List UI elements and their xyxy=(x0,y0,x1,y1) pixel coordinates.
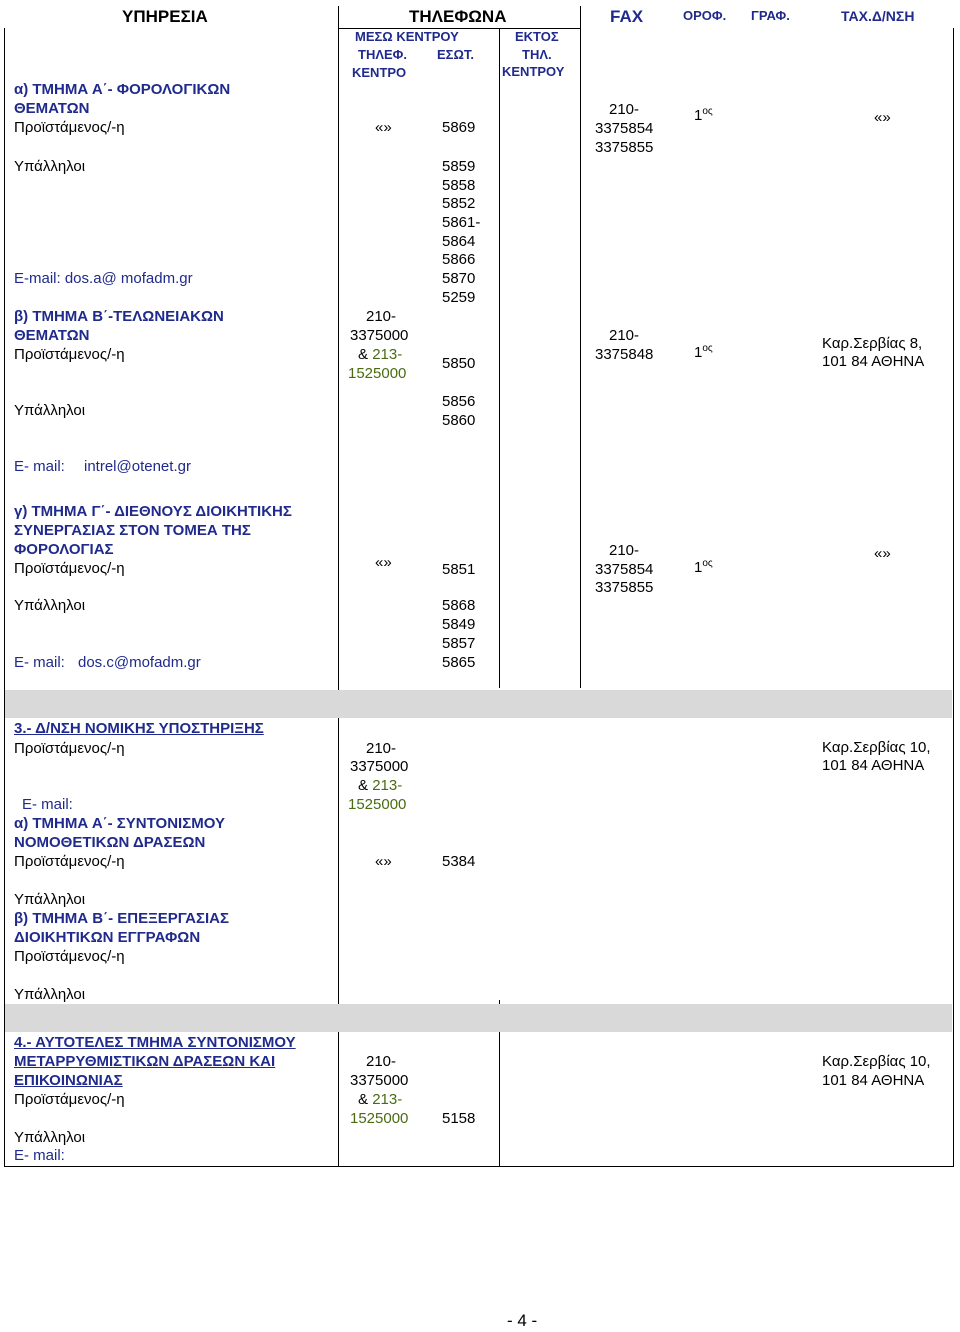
section-3b-title-2: ΔΙΟΙΚΗΤΙΚΩΝ ΕΓΓΡΑΦΩΝ xyxy=(14,929,201,946)
section-a-staff-ext: 5852 xyxy=(442,195,476,212)
table-border-bottom xyxy=(4,1166,954,1167)
section-a-address: «» xyxy=(874,109,891,126)
section-c-head-ext: 5851 xyxy=(442,561,476,578)
section-c-staff-ext: 5857 xyxy=(442,635,476,652)
section-b-center-4: 1525000 xyxy=(348,365,407,382)
section-a-staff-ext: 5861- xyxy=(442,214,481,231)
section-4-head: Προϊστάμενος/-η xyxy=(14,1091,125,1108)
section-c-fax: 210- xyxy=(609,542,640,559)
header-outside-3: ΚΕΝΤΡΟΥ xyxy=(502,64,565,79)
header-floor: ΟΡΟΦ. xyxy=(683,8,727,23)
section-b-title-2: ΘΕΜΑΤΩΝ xyxy=(14,327,90,344)
section-b-title: β) ΤΜΗΜΑ Β΄-ΤΕΛΩΝΕΙΑΚΩΝ xyxy=(14,308,224,325)
section-b-staff-ext: 5860 xyxy=(442,412,476,429)
header-via-center: ΜΕΣΩ ΚΕΝΤΡΟΥ xyxy=(355,29,459,44)
section-3-email-label: E- mail: xyxy=(22,796,73,813)
section-b-head-ext: 5850 xyxy=(442,355,476,372)
section-c-staff-ext: 5865 xyxy=(442,654,476,671)
section-a-staff-ext: 5259 xyxy=(442,289,476,306)
section-3-title: 3.- Δ/ΝΣΗ ΝΟΜΙΚΗΣ ΥΠΟΣΤΗΡΙΞΗΣ xyxy=(14,720,264,737)
section-3a-ext: 5384 xyxy=(442,853,476,870)
section-c-title-3: ΦΟΡΟΛΟΓΙΑΣ xyxy=(14,541,114,558)
header-center-phone: ΤΗΛΕΦ. xyxy=(358,47,407,62)
header-center-phone-2: ΚΕΝΤΡΟ xyxy=(352,65,407,80)
section-a-head-ext: 5869 xyxy=(442,119,476,136)
section-3a-staff: Υπάλληλοι xyxy=(14,891,86,908)
section-b-center-2: 3375000 xyxy=(350,327,409,344)
section-c-ditto: «» xyxy=(375,554,392,571)
section-b-staff: Υπάλληλοι xyxy=(14,402,86,419)
section-a-staff-ext: 5858 xyxy=(442,177,476,194)
section-4-email-label: E- mail: xyxy=(14,1147,65,1164)
section-a-staff-ext: 5866 xyxy=(442,251,476,268)
section-c-fax-2: 3375854 xyxy=(595,561,654,578)
section-a-staff: Υπάλληλοι xyxy=(14,158,86,175)
section-4-ext: 5158 xyxy=(442,1110,476,1127)
header-internal: ΕΣΩΤ. xyxy=(437,47,475,62)
section-a-email[interactable]: E-mail: dos.a@ mofadm.gr xyxy=(14,270,193,287)
section-3-address-2: 101 84 ΑΘΗΝΑ xyxy=(822,757,925,774)
section-4-center-4: 1525000 xyxy=(350,1110,409,1127)
section-c-staff-ext: 5868 xyxy=(442,597,476,614)
section-4-title-2: ΜΕΤΑΡΡΥΘΜΙΣΤΙΚΩΝ ΔΡΑΣΕΩΝ ΚΑΙ xyxy=(14,1053,276,1070)
section-c-title: γ) ΤΜΗΜΑ Γ΄- ΔΙΕΘΝΟΥΣ ΔΙΟΙΚΗΤΙΚΗΣ xyxy=(14,503,292,520)
section-c-staff-ext: 5849 xyxy=(442,616,476,633)
section-c-fax-3: 3375855 xyxy=(595,579,654,596)
section-b-address-2: 101 84 ΑΘΗΝΑ xyxy=(822,353,925,370)
section-c-title-2: ΣΥΝΕΡΓΑΣΙΑΣ ΣΤΟΝ ΤΟΜΕΑ ΤΗΣ xyxy=(14,522,251,539)
section-3a-title-2: ΝΟΜΟΘΕΤΙΚΩΝ ΔΡΑΣΕΩΝ xyxy=(14,834,206,851)
section-b-staff-ext: 5856 xyxy=(442,393,476,410)
column-divider-service xyxy=(338,6,339,1166)
section-3-center-3: & 213- xyxy=(358,777,403,794)
header-service: ΥΠΗΡΕΣΙΑ xyxy=(122,7,208,26)
section-a-title-2: ΘΕΜΑΤΩΝ xyxy=(14,100,90,117)
section-4-center: 210- xyxy=(366,1053,397,1070)
section-4-staff: Υπάλληλοι xyxy=(14,1129,86,1146)
section-3-center-4: 1525000 xyxy=(348,796,407,813)
header-address: ΤΑΧ.Δ/ΝΣΗ xyxy=(841,8,915,24)
section-a-staff-ext: 5864 xyxy=(442,233,476,250)
section-b-fax-2: 3375848 xyxy=(595,346,654,363)
table-border-left xyxy=(4,28,5,1166)
section-3-address: Καρ.Σερβίας 10, xyxy=(822,739,931,756)
section-b-center: 210- xyxy=(366,308,397,325)
section-b-head: Προϊστάμενος/-η xyxy=(14,346,125,363)
header-outside: ΕΚΤΟΣ xyxy=(515,29,559,44)
section-a-fax-3: 3375855 xyxy=(595,139,654,156)
section-b-floor: $1^{o\varsigma}$ xyxy=(694,343,713,361)
section-3a-head: Προϊστάμενος/-η xyxy=(14,853,125,870)
section-a-staff-ext: 5859 xyxy=(442,158,476,175)
section-separator xyxy=(5,690,952,718)
section-a-floor: $1^{o\varsigma}$ xyxy=(694,106,713,124)
section-a-staff-ext: 5870 xyxy=(442,270,476,287)
section-3-center: 210- xyxy=(366,740,397,757)
section-c-staff: Υπάλληλοι xyxy=(14,597,86,614)
section-4-title-3: ΕΠΙΚΟΙΝΩΝΙΑΣ xyxy=(14,1072,123,1089)
header-phones: ΤΗΛΕΦΩΝΑ xyxy=(409,7,507,26)
section-3a-ditto: «» xyxy=(375,853,392,870)
section-a-head: Προϊστάμενος/-η xyxy=(14,119,125,136)
section-4-address-2: 101 84 ΑΘΗΝΑ xyxy=(822,1072,925,1089)
header-fax: FAX xyxy=(610,7,644,26)
page-number: - 4 - xyxy=(507,1311,538,1330)
section-3b-staff: Υπάλληλοι xyxy=(14,986,86,1003)
section-3-head: Προϊστάμενος/-η xyxy=(14,740,125,757)
section-b-email[interactable]: intrel@otenet.gr xyxy=(84,458,191,475)
column-divider-outside xyxy=(499,28,500,688)
table-border-right xyxy=(953,28,954,1166)
section-4-center-2: 3375000 xyxy=(350,1072,409,1089)
header-office: ΓΡΑΦ. xyxy=(751,8,790,23)
section-b-fax: 210- xyxy=(609,327,640,344)
section-a-ditto: «» xyxy=(375,119,392,136)
section-4-title: 4.- ΑΥΤΟΤΕΛΕΣ ΤΜΗΜΑ ΣΥΝΤΟΝΙΣΜΟΥ xyxy=(14,1034,296,1051)
section-3b-head: Προϊστάμενος/-η xyxy=(14,948,125,965)
section-separator xyxy=(5,1004,952,1032)
section-b-address: Καρ.Σερβίας 8, xyxy=(822,335,923,352)
section-a-title: α) ΤΜΗΜΑ Α΄- ΦΟΡΟΛΟΓΙΚΩΝ xyxy=(14,81,231,98)
section-c-address: «» xyxy=(874,545,891,562)
section-b-email-label: E- mail: xyxy=(14,458,65,475)
section-4-center-3: & 213- xyxy=(358,1091,403,1108)
section-4-address: Καρ.Σερβίας 10, xyxy=(822,1053,931,1070)
section-3b-title: β) ΤΜΗΜΑ Β΄- ΕΠΕΞΕΡΓΑΣΙΑΣ xyxy=(14,910,230,927)
section-b-center-3: & 213- xyxy=(358,346,403,363)
section-a-fax-2: 3375854 xyxy=(595,120,654,137)
section-c-email[interactable]: dos.c@mofadm.gr xyxy=(78,654,201,671)
section-3-center-2: 3375000 xyxy=(350,758,409,775)
section-a-fax: 210- xyxy=(609,101,640,118)
column-divider-fax xyxy=(580,6,581,688)
section-c-email-label: E- mail: xyxy=(14,654,65,671)
section-c-floor: $1^{o\varsigma}$ xyxy=(694,558,713,576)
section-3a-title: α) ΤΜΗΜΑ Α΄- ΣΥΝΤΟΝΙΣΜΟΥ xyxy=(14,815,225,832)
header-outside-2: ΤΗΛ. xyxy=(522,47,552,62)
section-c-head: Προϊστάμενος/-η xyxy=(14,560,125,577)
